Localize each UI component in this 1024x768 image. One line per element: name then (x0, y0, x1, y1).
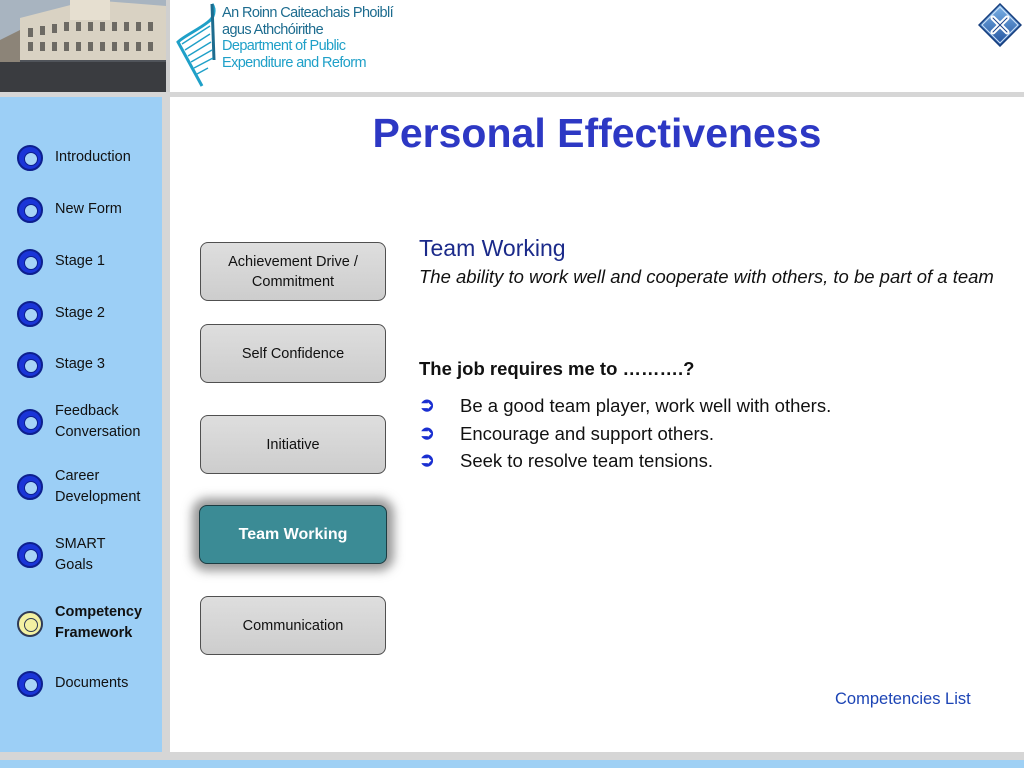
list-item (419, 447, 1004, 475)
department-logo (170, 0, 400, 92)
sidebar-item-career-development[interactable] (0, 462, 162, 516)
sidebar-frame (162, 97, 170, 753)
competency-button-self-confidence[interactable]: Self Confidence (200, 324, 386, 383)
arrow-bullet-icon: ➲ (419, 395, 435, 416)
sidebar-item-label: Career Development (55, 468, 141, 505)
competency-title: Team Working (419, 235, 566, 261)
requirement-list (419, 392, 1004, 475)
sidebar-item-label: Feedback Conversation (55, 403, 141, 440)
requirement-question: The job requires me to ……….? (419, 358, 695, 379)
sidebar-item-label: New Form (55, 201, 122, 217)
sidebar-item-feedback-conversation[interactable] (0, 397, 162, 451)
competency-button-initiative[interactable]: Initiative (200, 415, 386, 474)
sidebar-item-documents[interactable] (0, 671, 162, 721)
competencies-list-link[interactable]: Competencies List (835, 690, 971, 708)
nav-bullet-icon (17, 197, 43, 223)
nav-bullet-icon (17, 542, 43, 568)
sidebar-item-new-form[interactable] (0, 185, 162, 235)
sidebar-item-stage-3[interactable] (0, 341, 162, 391)
nav-bullet-icon (17, 409, 43, 435)
sidebar-item-stage-1[interactable] (0, 237, 162, 287)
nav-bullet-icon (17, 352, 43, 378)
arrow-bullet-icon: ➲ (419, 450, 435, 471)
logo-line-1: An Roinn Caiteachais Phoiblí (222, 5, 394, 21)
list-item (419, 420, 1004, 448)
list-item (419, 392, 1004, 420)
sidebar-item-label: Stage 3 (55, 356, 105, 372)
logo-line-4: Expenditure and Reform (222, 54, 366, 71)
sidebar-item-label: Stage 1 (55, 253, 105, 269)
close-button[interactable] (978, 3, 1022, 47)
sidebar-item-introduction[interactable] (0, 133, 162, 183)
sidebar-item-stage-2[interactable] (0, 289, 162, 339)
footer-strip (0, 760, 1024, 768)
nav-bullet-icon (17, 145, 43, 171)
close-icon (978, 3, 1022, 47)
nav-bullet-icon (17, 249, 43, 275)
list-item-text: Seek to resolve team tensions. (460, 450, 713, 471)
sidebar-item-competency-framework[interactable] (0, 597, 162, 651)
sidebar-item-label: Stage 2 (55, 305, 105, 321)
logo-line-2: agus Athchóirithe (222, 21, 324, 38)
header (0, 0, 1024, 92)
logo-text (222, 5, 393, 71)
nav-bullet-active-icon (17, 611, 43, 637)
harp-icon (172, 0, 226, 92)
arrow-bullet-icon: ➲ (419, 422, 435, 444)
sidebar-item-label: Competency Framework (55, 604, 143, 641)
nav-bullet-icon (17, 671, 43, 697)
competency-button-communication[interactable]: Communication (200, 596, 386, 655)
list-item-text: Encourage and support others. (460, 422, 715, 444)
sidebar-item-label: SMART Goals (55, 536, 106, 573)
page-title: Personal Effectiveness (372, 110, 822, 156)
sidebar-item-smart-goals[interactable] (0, 529, 162, 583)
list-item-text: Be a good team player, work well with others. (460, 395, 832, 416)
nav-bullet-icon (17, 474, 43, 500)
logo-line-3: Department of Public (222, 38, 346, 54)
sidebar-item-label: Introduction (55, 149, 131, 165)
competency-detail (419, 233, 1004, 290)
competency-description: The ability to work well and cooperate with others, to be part of a team (419, 266, 994, 287)
competency-button-achievement-drive[interactable]: Achievement Drive / Commitment (200, 242, 386, 301)
building-photo (0, 0, 166, 92)
competency-button-team-working[interactable]: Team Working (199, 505, 387, 564)
sidebar (0, 97, 162, 752)
sidebar-item-label: Documents (55, 675, 129, 691)
footer-frame (0, 752, 1024, 760)
nav-bullet-icon (17, 301, 43, 327)
